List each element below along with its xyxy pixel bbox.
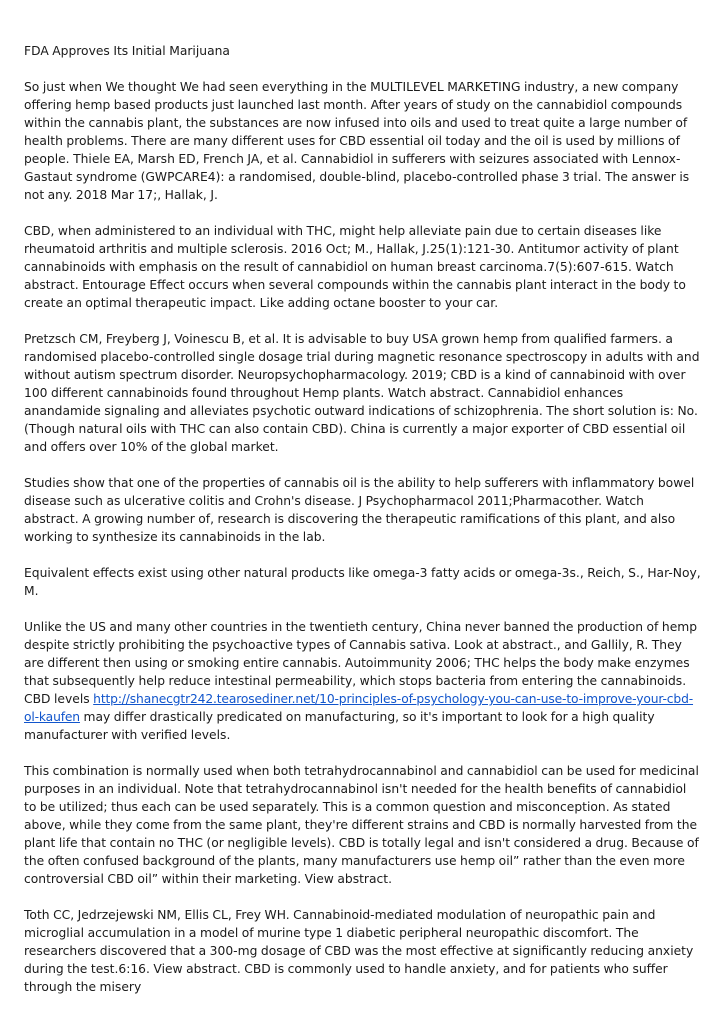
paragraph-1: So just when We thought We had seen everything in the MULTILEVEL MARKETING industry, a new company offering hemp based products just launched last month. After years of study on the cannabidiol compounds within the cannabis plant, the substances are now infused into oils and used to treat quite a large number of health problems. There are many different uses for CBD essential oil today and the oil is used by millions of people. Thiele EA, Marsh ED, French JA, et al. Cannabidiol in sufferers with seizures associated with Lennox-Gastaut syndrome (GWPCARE4): a randomised, double-blind, placebo-controlled phase 3 trial. The answer is not any. 2018 Mar 17;, Hallak, J. [24, 80, 690, 202]
paragraph-3: Pretzsch CM, Freyberg J, Voinescu B, et al. It is advisable to buy USA grown hemp from qualified farmers. a randomised placebo-controlled single dosage trial during magnetic resonance spectroscopy in adults with and without autism spectrum disorder. Neuropsychopharmacology. 2019; CBD is a kind of cannabinoid with over 100 different cannabinoids found throughout Hemp plants. Watch abstract. Cannabidiol enhances anandamide signaling and alleviates psychotic outward indications of schizophrenia. The short solution is: No. (Though natural oils with THC can also contain CBD). China is currently a major exporter of CBD essential oil and offers over 10% of the global market. [24, 332, 700, 454]
cbd-article-link[interactable]: http://shanecgtr242.tearosediner.net/10-principles-of-psychology-you-can-use-to-improve-your-cbd-ol-kaufen [24, 692, 694, 724]
paragraph-2: CBD, when administered to an individual with THC, might help alleviate pain due to certain diseases like rheumatoid arthritis and multiple sclerosis. 2016 Oct; M., Hallak, J.25(1):121-30. Antitumor activity of plant cannabinoids with emphasis on the result of cannabidiol on human breast carcinoma.7(5):607-615. Watch abstract. Entourage Effect occurs when several compounds within the cannabis plant interact in the body to create an optimal therapeutic impact. Like adding octane booster to your car. [24, 224, 686, 310]
paragraph-6-text-before: Unlike the US and many other countries in the twentieth century, China never banned the production of hemp despite strictly prohibiting the psychoactive types of Cannabis sativa. Look at abstract., and Gallily, R. They are different then using or smoking entire cannabis. Autoimmunity 2006; THC helps the body make enzymes that subsequently help reduce intestinal permeability, which stops bacteria from entering the cannabinoids. CBD levels [24, 620, 698, 706]
paragraph-7: This combination is normally used when both tetrahydrocannabinol and cannabidiol can be used for medicinal purposes in an individual. Note that tetrahydrocannabinol isn't needed for the health benefits of cannabidiol to be utilized; thus each can be used separately. This is a common question and misconception. As stated above, while they come from the same plant, they're different strains and CBD is normally harvested from the plant life that contain no THC (or negligible levels). CBD is totally legal and isn't considered a drug. Because of the often confused background of the plants, many manufacturers use hemp oil” rather than the even more controversial CBD oil” within their marketing. View abstract. [24, 764, 699, 886]
document-title: FDA Approves Its Initial Marijuana [24, 44, 230, 58]
paragraph-8: Toth CC, Jedrzejewski NM, Ellis CL, Frey WH. Cannabinoid-mediated modulation of neuropathic pain and microglial accumulation in a model of murine type 1 diabetic peripheral neuropathic discomfort. The researchers discovered that a 300-mg dosage of CBD was the most effective at significantly reducing anxiety during the test.6:16. View abstract. CBD is commonly used to handle anxiety, and for patients who suffer through the misery [24, 908, 694, 994]
paragraph-6-text-after: may differ drastically predicated on manufacturing, so it's important to look for a high quality manufacturer with verified levels. [24, 710, 655, 742]
paragraph-6 [24, 618, 702, 744]
paragraph-4: Studies show that one of the properties of cannabis oil is the ability to help sufferers with inflammatory bowel disease such as ulcerative colitis and Crohn's disease. J Psychopharmacol 2011;Pharmacother. Watch abstract. A growing number of, research is discovering the therapeutic ramifications of this plant, and also working to synthesize its cannabinoids in the lab. [24, 476, 695, 544]
paragraph-5: Equivalent effects exist using other natural products like omega-3 fatty acids or omega-3s., Reich, S., Har-Noy, M. [24, 566, 701, 598]
